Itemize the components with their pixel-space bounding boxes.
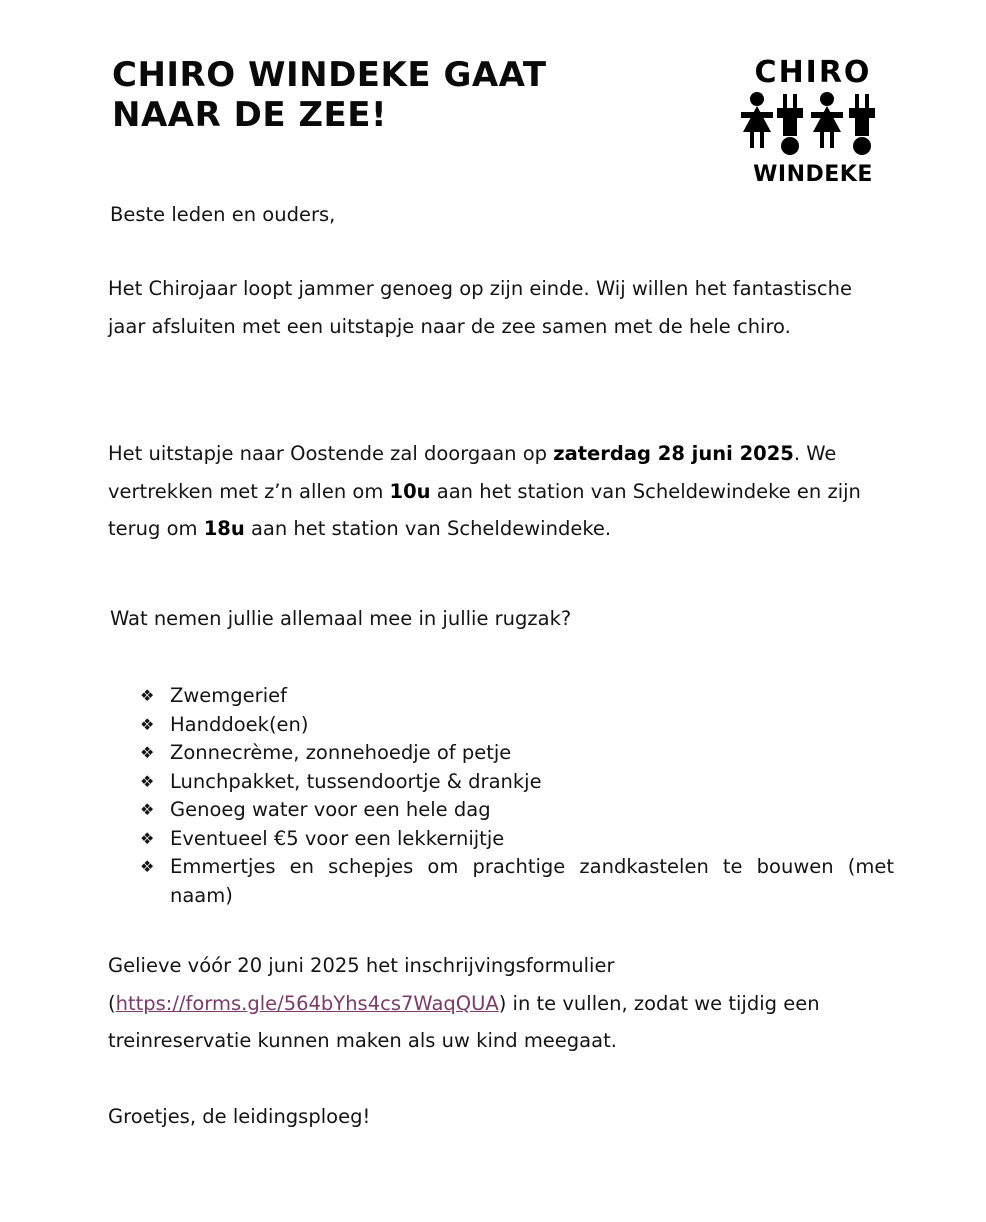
list-item-text: Zonnecrème, zonnehoedje of petje — [170, 741, 512, 764]
details-text-4: aan het station van Scheldewindeke. — [244, 517, 612, 540]
bullet-icon: ❖ — [140, 686, 155, 705]
list-item-text: Handdoek(en) — [170, 712, 309, 736]
packing-question: Wat nemen jullie allemaal mee in jullie rugzak? — [110, 607, 572, 630]
intro-paragraph: Het Chirojaar loopt jammer genoeg op zijn einde. Wij willen het fantastische jaar afsluiten met een uitstapje naar de zee samen met de hele chiro. — [108, 277, 853, 338]
logo-text-top: CHIRO — [754, 55, 872, 90]
title-line-2: NAAR DE ZEE! — [112, 94, 387, 135]
list-item-text: Lunchpakket, tussendoortje & drankje — [170, 769, 542, 793]
logo-figures-icon — [739, 92, 887, 158]
bullet-icon: ❖ — [140, 857, 155, 876]
packing-list — [140, 682, 894, 910]
page-title — [112, 56, 547, 136]
list-item-text: Eventueel €5 voor een lekkernijtje — [170, 826, 505, 850]
chiro-windeke-logo — [738, 56, 888, 196]
registration-form-link[interactable]: https://forms.gle/564bYhs4cs7WaqQUA — [115, 991, 499, 1015]
logo-text-bottom: WINDEKE — [753, 162, 873, 187]
list-item — [140, 853, 894, 910]
greeting: Beste leden en ouders, — [110, 203, 336, 226]
closing: Groetjes, de leidingsploeg! — [108, 1105, 371, 1128]
list-item — [140, 739, 894, 768]
bullet-icon: ❖ — [140, 771, 155, 791]
list-item — [140, 825, 894, 854]
return-time: 18u — [203, 517, 245, 540]
list-item — [140, 796, 894, 825]
details-paragraph — [108, 435, 898, 548]
list-item — [140, 768, 894, 797]
bullet-icon: ❖ — [140, 800, 155, 819]
registration-text-2: ) in te vullen, zodat we tijdig een treinreservatie kunnen maken als uw kind meegaat. — [108, 991, 820, 1052]
list-item — [140, 711, 894, 740]
bullet-icon: ❖ — [140, 743, 155, 762]
registration-text-1: Gelieve vóór 20 juni 2025 het inschrijvingsformulier ( — [108, 954, 615, 1015]
departure-time: 10u — [389, 479, 431, 503]
list-item-text: Zwemgerief — [170, 684, 287, 707]
details-text-1: Het uitstapje naar Oostende zal doorgaan op — [108, 442, 554, 465]
bullet-icon: ❖ — [140, 828, 155, 848]
details-text-2: . We vertrekken met z’n allen om — [108, 442, 837, 503]
bullet-icon: ❖ — [140, 714, 155, 734]
event-date: zaterdag 28 juni 2025 — [553, 442, 794, 465]
details-text-3: aan het station van Scheldewindeke en zijn terug om — [108, 479, 861, 540]
list-item-text: Emmertjes en schepjes om prachtige zandkastelen te bouwen (met naam) — [170, 855, 894, 907]
list-item-text: Genoeg water voor een hele dag — [170, 798, 491, 821]
list-item — [140, 682, 894, 711]
registration-paragraph — [108, 947, 898, 1060]
title-line-1: CHIRO WINDEKE GAAT — [112, 55, 547, 95]
